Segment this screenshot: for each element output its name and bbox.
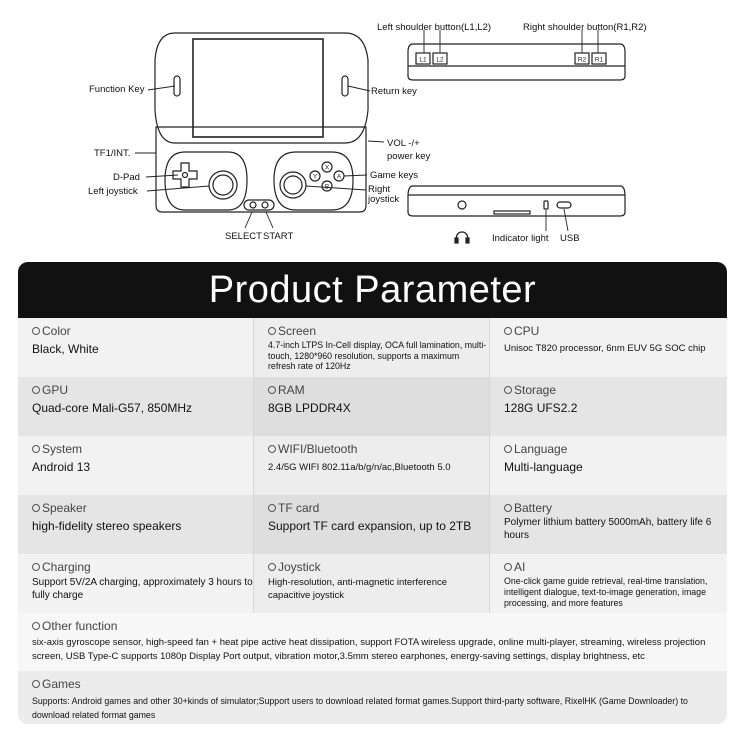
param-title: Storage bbox=[514, 382, 557, 397]
param-games bbox=[18, 671, 727, 724]
label-right-joystick-2: joystick bbox=[368, 194, 400, 205]
label-dpad: D-Pad bbox=[113, 172, 140, 183]
bullet-icon bbox=[268, 563, 276, 571]
label-power: power key bbox=[387, 151, 431, 162]
param-title: Color bbox=[42, 323, 71, 338]
label-right-joystick-1: Right bbox=[368, 184, 391, 195]
screen bbox=[193, 39, 323, 137]
speaker-grille bbox=[494, 211, 530, 214]
usb-port bbox=[557, 202, 571, 208]
param-title: GPU bbox=[42, 382, 69, 397]
label-function-key: Function Key bbox=[89, 84, 145, 95]
label-left-joystick: Left joystick bbox=[88, 186, 138, 197]
param-value: 8GB LPDDR4X bbox=[268, 401, 351, 415]
label-usb: USB bbox=[560, 233, 580, 244]
param-title: Games bbox=[42, 676, 81, 691]
param-value: Supports: Android games and other 30+kinds of simulator;Support users to download related format games.Support third-party software, RixelHK (Game Downloader) to download related format games bbox=[32, 696, 688, 720]
right-joystick-stick bbox=[284, 176, 302, 194]
label-select: SELECT bbox=[225, 231, 262, 242]
bullet-icon bbox=[504, 386, 512, 394]
bullet-icon bbox=[32, 563, 40, 571]
param-value: Unisoc T820 processor, 6nm EUV 5G SOC chip bbox=[504, 343, 706, 354]
r1-letter: R1 bbox=[594, 56, 604, 64]
param-battery bbox=[490, 495, 726, 554]
param-title: Battery bbox=[514, 500, 553, 515]
param-ram bbox=[254, 377, 490, 436]
param-storage bbox=[490, 377, 726, 436]
param-title: WIFI/Bluetooth bbox=[278, 441, 358, 456]
bullet-icon bbox=[504, 504, 512, 512]
param-value: Black, White bbox=[32, 342, 99, 356]
param-row bbox=[18, 377, 727, 436]
param-row bbox=[18, 318, 727, 377]
param-title: Other function bbox=[42, 618, 118, 633]
bullet-icon bbox=[32, 445, 40, 453]
r2-letter: R2 bbox=[577, 56, 587, 64]
label-indicator: Indicator light bbox=[492, 233, 549, 244]
param-value: Support 5V/2A charging, approximately 3 hours to fully charge bbox=[32, 577, 253, 601]
bullet-icon bbox=[32, 622, 40, 630]
param-other-function bbox=[18, 613, 727, 671]
param-row bbox=[18, 554, 727, 613]
label-return-key: Return key bbox=[371, 86, 417, 97]
param-value: high-fidelity stereo speakers bbox=[32, 519, 182, 533]
param-title: TF card bbox=[278, 500, 320, 515]
bullet-icon bbox=[32, 504, 40, 512]
bullet-icon bbox=[268, 327, 276, 335]
param-title: AI bbox=[514, 559, 526, 574]
bullet-icon bbox=[268, 445, 276, 453]
param-color bbox=[18, 318, 254, 377]
l1-letter: L1 bbox=[419, 56, 427, 64]
parameter-grid bbox=[18, 318, 727, 724]
bullet-icon bbox=[268, 386, 276, 394]
param-title: Joystick bbox=[278, 559, 321, 574]
bullet-icon bbox=[504, 563, 512, 571]
bullet-icon bbox=[32, 386, 40, 394]
param-title: CPU bbox=[514, 323, 540, 338]
param-tf-card bbox=[254, 495, 490, 554]
param-value: Android 13 bbox=[32, 460, 91, 474]
left-joystick-stick bbox=[213, 175, 233, 195]
return-key-slot bbox=[342, 76, 348, 96]
param-value: High-resolution, anti-magnetic interference capacitive joystick bbox=[268, 577, 448, 601]
param-value: 2.4/5G WIFI 802.11a/b/g/n/ac,Bluetooth 5.0 bbox=[268, 462, 451, 473]
label-vol: VOL -/+ bbox=[387, 138, 420, 149]
param-ai bbox=[490, 554, 726, 613]
btn-b-letter: B bbox=[324, 183, 330, 191]
headphone-port bbox=[458, 201, 466, 209]
bullet-icon bbox=[268, 504, 276, 512]
param-system bbox=[18, 436, 254, 495]
param-value: Support TF card expansion, up to 2TB bbox=[268, 519, 472, 533]
param-wifi bbox=[254, 436, 490, 495]
bullet-icon bbox=[32, 327, 40, 335]
card-heading: Product Parameter bbox=[18, 262, 727, 318]
l2-letter: L2 bbox=[436, 56, 444, 64]
param-speaker bbox=[18, 495, 254, 554]
bullet-icon bbox=[504, 445, 512, 453]
btn-x-letter: X bbox=[324, 164, 330, 172]
param-cpu bbox=[490, 318, 726, 377]
left-grip bbox=[165, 152, 247, 210]
btn-a-letter: A bbox=[336, 173, 342, 181]
param-value: six-axis gyroscope sensor, high-speed fan + heat pipe active heat dissipation, support FOTA wireless upgrade, online multi-player, streaming, wireless projection screen, USB Type-C supports 1080p Display Port output, vibration motor,3.5mm stereo earphones, energy-saving settings, display brightness, etc bbox=[32, 637, 706, 662]
param-title: RAM bbox=[278, 382, 305, 397]
label-right-shoulder: Right shoulder button(R1,R2) bbox=[523, 22, 647, 33]
param-title: Charging bbox=[42, 559, 91, 574]
param-screen bbox=[254, 318, 490, 377]
param-title: Screen bbox=[278, 323, 317, 338]
device-diagram bbox=[0, 0, 738, 262]
device-line-drawing bbox=[0, 0, 738, 262]
param-value: Quad-core Mali-G57, 850MHz bbox=[32, 401, 193, 415]
param-title: Speaker bbox=[42, 500, 87, 515]
param-value: Polymer lithium battery 5000mAh, battery life 6 hours bbox=[504, 517, 712, 541]
param-row bbox=[18, 495, 727, 554]
param-charging bbox=[18, 554, 254, 613]
label-tf1: TF1/INT. bbox=[94, 148, 131, 159]
bullet-icon bbox=[504, 327, 512, 335]
front-lower-body bbox=[156, 127, 366, 212]
param-language bbox=[490, 436, 726, 495]
label-left-shoulder: Left shoulder button(L1,L2) bbox=[377, 22, 492, 33]
label-start: START bbox=[263, 231, 294, 242]
param-value: Multi-language bbox=[504, 460, 583, 474]
param-title: System bbox=[42, 441, 83, 456]
param-row bbox=[18, 436, 727, 495]
param-joystick bbox=[254, 554, 490, 613]
param-value: 128G UFS2.2 bbox=[504, 401, 578, 415]
param-title: Language bbox=[514, 441, 568, 456]
param-value: One-click game guide retrieval, real-time translation, intelligent dialogue, text-to-image generation, image processing, and more features bbox=[504, 576, 708, 608]
bullet-icon bbox=[32, 680, 40, 688]
btn-y-letter: Y bbox=[312, 173, 318, 181]
label-game-keys: Game keys bbox=[370, 170, 419, 181]
indicator-light bbox=[544, 201, 548, 209]
param-gpu bbox=[18, 377, 254, 436]
product-parameter-card bbox=[18, 262, 727, 724]
param-value: 4.7-inch LTPS In-Cell display, OCA full lamination, multi-touch, 1280*960 resolution, supports a maximum refresh rate of 120Hz bbox=[268, 340, 487, 371]
